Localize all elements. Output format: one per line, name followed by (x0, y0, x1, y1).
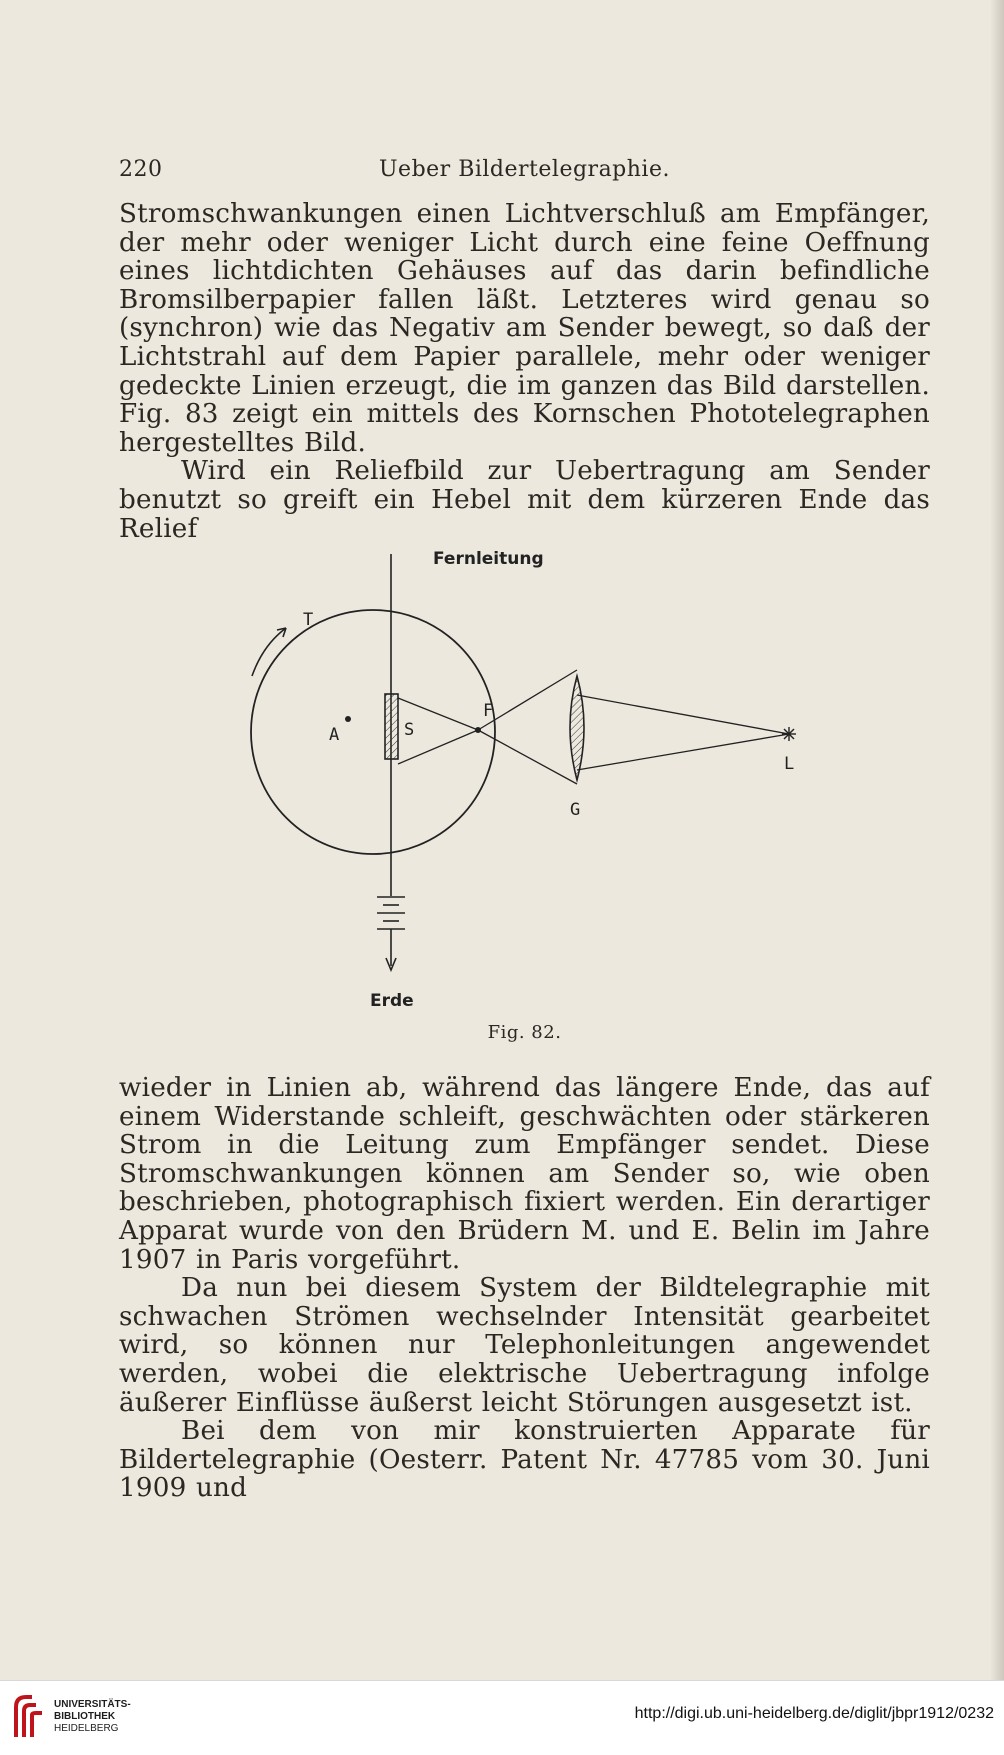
label-a: A (329, 725, 340, 745)
paragraph: Da nun bei diesem System der Bildtelegraphie mit schwachen Strömen wechselnder Intensität gearbeitet wird, so können nur Telephonleitungen angewendet werden, wobei die elektrische Uebertragung infolge äußerer Einflüsse äußerst leicht Störungen ausgesetzt ist. (119, 1273, 930, 1418)
label-s: S (404, 720, 415, 740)
paragraph: wieder in Linien ab, während das längere Ende, das auf einem Widerstande schleift, geschwächten oder stärkeren Strom in die Leitung zum Empfänger sendet. Diese Stromschwankungen können am Sender so, wie oben beschrieben, photographisch fixiert werden. Ein derartiger Apparat wurde von den Brüdern M. und E. Belin im Jahre 1907 in Paris vorgeführt. (119, 1073, 930, 1275)
running-head (119, 157, 930, 187)
library-name-line: BIBLIOTHEK (54, 1711, 116, 1722)
page-edge-shadow (990, 0, 1004, 1680)
ray-line (478, 670, 577, 730)
label-g: G (570, 800, 581, 820)
library-footer (0, 1680, 1004, 1755)
label-f: F (483, 701, 494, 721)
label-t: T (303, 610, 314, 630)
library-name (54, 1699, 214, 1735)
drum-circle (251, 610, 495, 854)
body-text-bottom (119, 1074, 930, 1503)
lens-g (570, 676, 584, 780)
paragraph: Wird ein Reliefbild zur Uebertragung am Sender benutzt so greift ein Hebel mit dem kürzeren Ende das Relief (119, 456, 930, 544)
light-source-star (782, 727, 796, 741)
apparatus-diagram (230, 540, 830, 1020)
figure-82-diagram (230, 540, 830, 1020)
label-l: L (784, 754, 795, 774)
permalink-url[interactable]: http://digi.ub.uni-heidelberg.de/diglit/jbpr1912/0232 (634, 1705, 994, 1722)
ray-line (577, 734, 789, 770)
point-a (345, 716, 351, 722)
figure-caption: Fig. 82. (487, 1022, 562, 1043)
sample-s (385, 694, 398, 759)
body-text-top (119, 200, 930, 543)
page-number: 220 (119, 157, 163, 182)
label-erde: Erde (370, 991, 414, 1011)
library-logo-icon (10, 1693, 48, 1741)
library-name-line: HEIDELBERG (54, 1723, 119, 1734)
running-title: Ueber Bildertelegraphie. (379, 157, 670, 182)
label-fernleitung: Fernleitung (433, 549, 544, 569)
ray-line (577, 695, 789, 734)
library-name-line: UNIVERSITÄTS- (54, 1699, 131, 1710)
paragraph: Stromschwankungen einen Lichtverschluß am Empfänger, der mehr oder weniger Licht durch eine feine Oeffnung eines lichtdichten Gehäuses auf das darin befindliche Bromsilberpapier fallen läßt. Letzteres wird genau so (synchron) wie das Negativ am Sender bewegt, so daß der Lichtstrahl auf dem Papier parallele, mehr oder weniger gedeckte Linien erzeugt, die im ganzen das Bild darstellen. Fig. 83 zeigt ein mittels des Kornschen Phototelegraphen hergestelltes Bild. (119, 199, 930, 458)
battery-symbol (377, 897, 405, 966)
paragraph: Bei dem von mir konstruierten Apparate für Bildertelegraphie (Oesterr. Patent Nr. 47785 vom 30. Juni 1909 und (119, 1416, 930, 1504)
